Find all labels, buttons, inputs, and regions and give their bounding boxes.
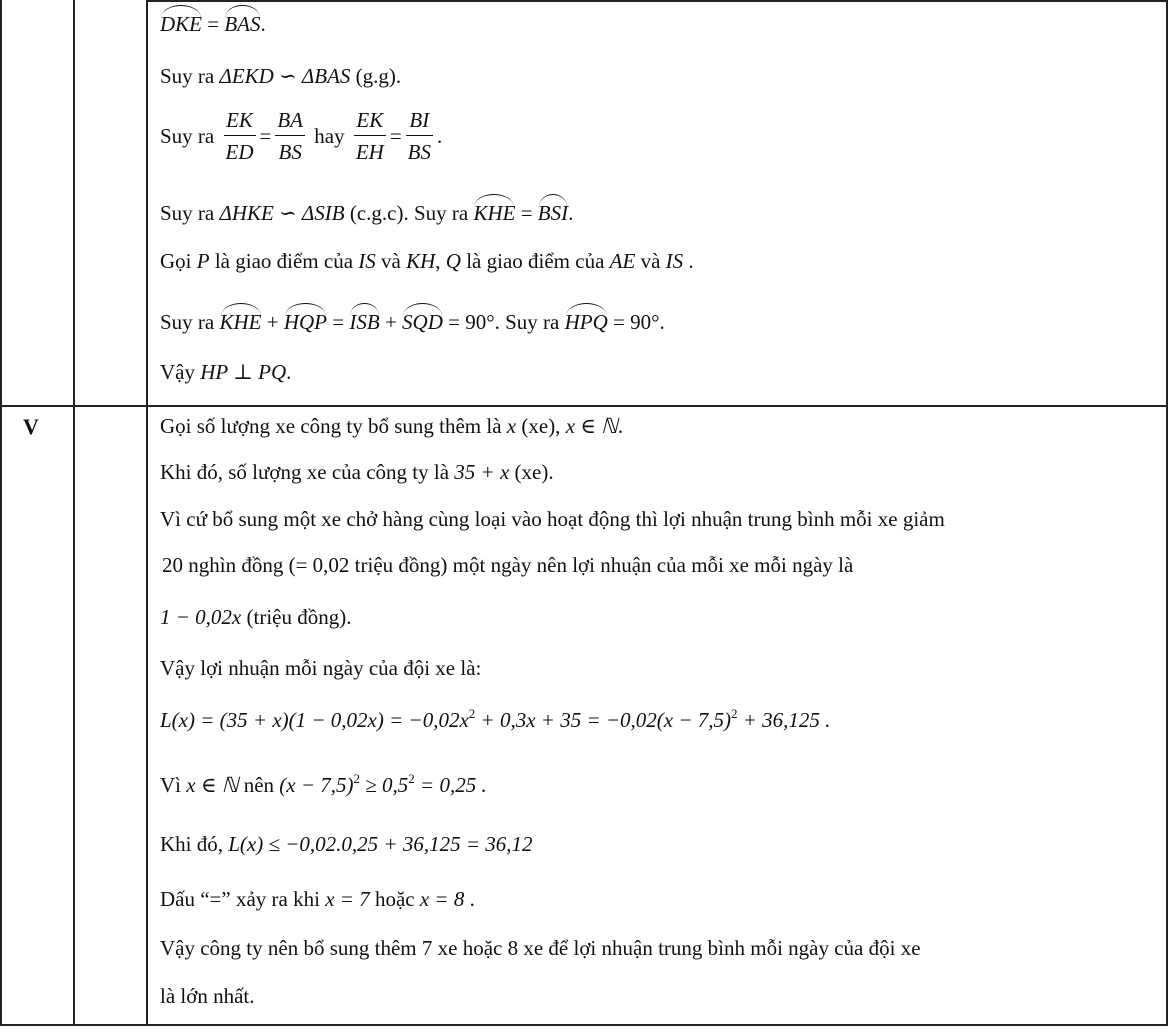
lower-line-12: là lớn nhất. xyxy=(160,984,255,1008)
lower-line-7: $L(x) = (35 + x)(1 - 0,02x) = -0,02x^2 + 0,3x + 35 = -0,02(x - 7,5)^2 + 36,125$ . xyxy=(160,706,831,732)
fraction-ek-ed: $\frac{EK}{ED}$ xyxy=(225,108,254,164)
table-right-border xyxy=(1166,0,1168,1026)
angle-bsi: BSI xyxy=(537,201,569,225)
upper-line-7: Vậy HP ⊥ PQ. xyxy=(160,360,292,384)
angle-khe: KHE xyxy=(473,201,516,225)
lower-line-8: Vì x ∈ ℕ nên $(x - 7,5)^2 \ge 0,5^2 = 0,25$ . xyxy=(160,771,487,797)
fraction-ek-eh: $\frac{EK}{EH}$ xyxy=(355,108,384,164)
angle-sqd: SQD xyxy=(402,310,443,334)
row-divider xyxy=(0,405,1168,407)
table-bottom-border xyxy=(0,1024,1168,1026)
upper-line-6: Suy ra KHE + HQP = ISB + SQD = 90°. Suy ra HPQ = 90°. xyxy=(160,310,665,334)
fraction-ba-bs: $\frac{BA}{BS}$ xyxy=(277,108,303,164)
upper-line-5: Gọi P là giao điểm của IS và KH, Q là giao điểm của AE và IS . xyxy=(160,249,694,273)
table-left-border xyxy=(0,0,2,1026)
column-divider-1 xyxy=(73,0,75,1026)
lower-line-2: Khi đó, số lượng xe của công ty là 35 + x (xe). xyxy=(160,460,554,484)
section-number: V xyxy=(23,414,39,439)
table-top-border xyxy=(146,0,1168,2)
angle-dke: DKE xyxy=(160,12,202,36)
angle-hpq: HPQ xyxy=(564,310,608,334)
angle-khe-2: KHE xyxy=(219,310,262,334)
lower-line-10: Dấu “=” xảy ra khi x = 7 hoặc x = 8 . xyxy=(160,887,475,911)
lower-line-11: Vậy công ty nên bổ sung thêm 7 xe hoặc 8 xe để lợi nhuận trung bình mỗi ngày của đội xe xyxy=(160,936,921,960)
lower-line-5: 1 − 0,02x (triệu đồng). xyxy=(160,605,352,629)
fraction-bi-bs: $\frac{BI}{BS}$ xyxy=(407,108,431,164)
upper-line-3: Suy ra $\frac{EK}{ED}$ = $\frac{BA}{BS}$ hay $\frac{EK}{EH}$ = $\frac{BI}{BS}$ . xyxy=(160,108,443,164)
lower-line-6: Vậy lợi nhuận mỗi ngày của đội xe là: xyxy=(160,656,482,680)
angle-hqp: HQP xyxy=(283,310,328,334)
upper-line-4: Suy ra ΔHKE ∽ ΔSIB (c.g.c). Suy ra KHE = BSI. xyxy=(160,201,574,225)
lower-line-1: Gọi số lượng xe công ty bổ sung thêm là x (xe), x ∈ ℕ. xyxy=(160,414,624,438)
angle-bas: BAS xyxy=(224,12,261,36)
upper-line-1: DKE = BAS. xyxy=(160,12,266,36)
column-divider-2 xyxy=(146,0,148,1026)
upper-line-2: Suy ra ΔEKD ∽ ΔBAS (g.g). xyxy=(160,64,402,88)
angle-isb: ISB xyxy=(349,310,380,334)
lower-line-3: Vì cứ bổ sung một xe chở hàng cùng loại vào hoạt động thì lợi nhuận trung bình mỗi xe giảm xyxy=(160,507,945,531)
lower-line-4: 20 nghìn đồng (= 0,02 triệu đồng) một ngày nên lợi nhuận của mỗi xe mỗi ngày là xyxy=(162,553,854,577)
lower-line-9: Khi đó, L(x) ≤ −0,02.0,25 + 36,125 = 36,12 xyxy=(160,832,533,856)
